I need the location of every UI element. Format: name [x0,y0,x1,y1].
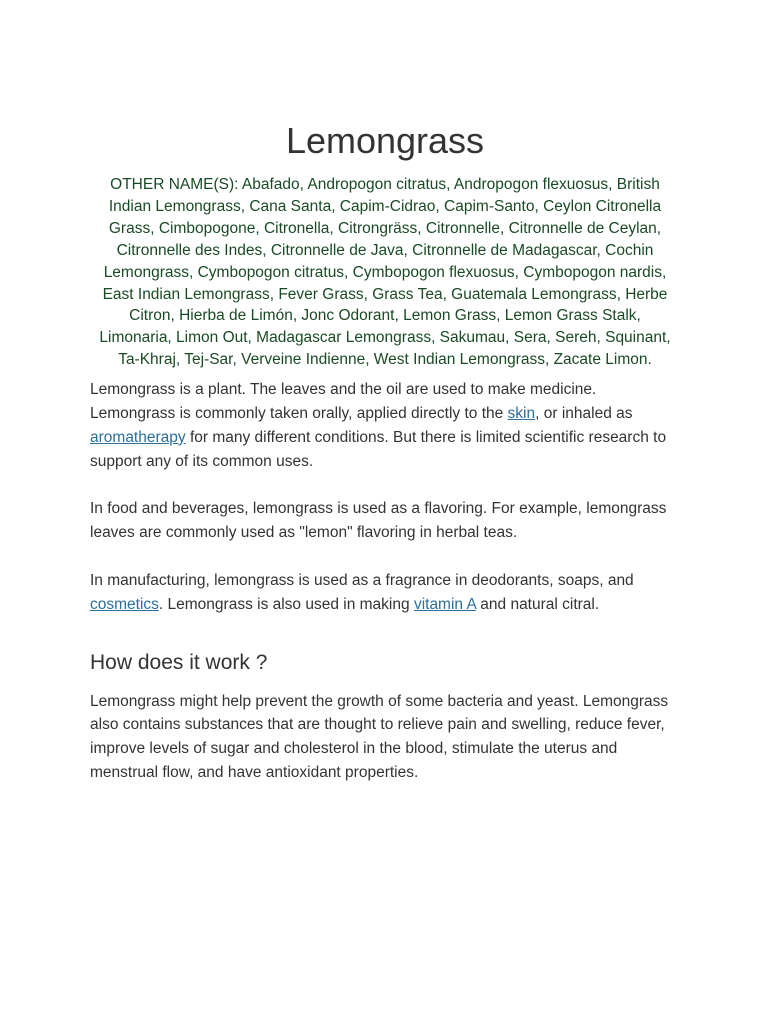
manufacturing-text-1: In manufacturing, lemongrass is used as a fragrance in deodorants, soaps, and [90,571,634,589]
intro-text-2: , or inhaled as [535,404,633,422]
skin-link[interactable]: skin [507,404,536,422]
manufacturing-text-3: and natural citral. [475,595,600,613]
article [90,118,680,809]
intro-text-1: Lemongrass is a plant. The leaves and the oil are used to make medicine. Lemongrass is commonly taken orally, applied directly to the [90,381,597,422]
cosmetics-link[interactable]: cosmetics [90,595,159,613]
intro-paragraph [90,378,680,473]
intro-text-3: for many different conditions. But there is limited scientific research to support any of its common uses. [90,428,667,470]
how-it-works-paragraph: Lemongrass might help prevent the growth of some bacteria and yeast. Lemongrass also contains substances that are thought to relieve pain and swelling, reduce fever, improve levels of sugar and cholesterol in the blood, stimulate the uterus and menstrual flow, and have antioxidant properties. [90,692,669,781]
page-title: Lemongrass [285,120,485,161]
manufacturing-text-2: . Lemongrass is also used in making [158,595,414,613]
other-names: OTHER NAME(S): Abafado, Andropogon citratus, Andropogon flexuosus, British Indian Lemongrass, Cana Santa, Capim-Cidrao, Capim-Santo, Ceylon Citronella Grass, Cimbopogone, Citronella, Citrongräss, Citronnelle, Citronnelle de Ceylan, Citronnelle des Indes, Citronnelle de Java, Citronnelle de Madagascar, Cochin Lemongrass, Cymbopogon citratus, Cymbopogon flexuosus, Cymbopogon nardis, East Indian Lemongrass, Fever Grass, Grass Tea, Guatemala Lemongrass, Herbe Citron, Hierba de Limón, Jonc Odorant, Lemon Grass, Lemon Grass Stalk, Limonaria, Limon Out, Madagascar Lemongrass, Sakumau, Sera, Sereh, Squinant, Ta-Khraj, Tej-Sar, Verveine Indienne, West Indian Lemongrass, Zacate Limon. [99,176,671,369]
vitamin-a-link[interactable]: vitamin A [413,595,476,613]
food-paragraph: In food and beverages, lemongrass is used as a flavoring. For example, lemongrass leaves are commonly used as "lemon" flavoring in herbal teas. [90,500,667,542]
how-it-works-heading: How does it work ? [90,650,268,674]
manufacturing-paragraph [90,569,680,617]
aromatherapy-link[interactable]: aromatherapy [90,428,186,446]
